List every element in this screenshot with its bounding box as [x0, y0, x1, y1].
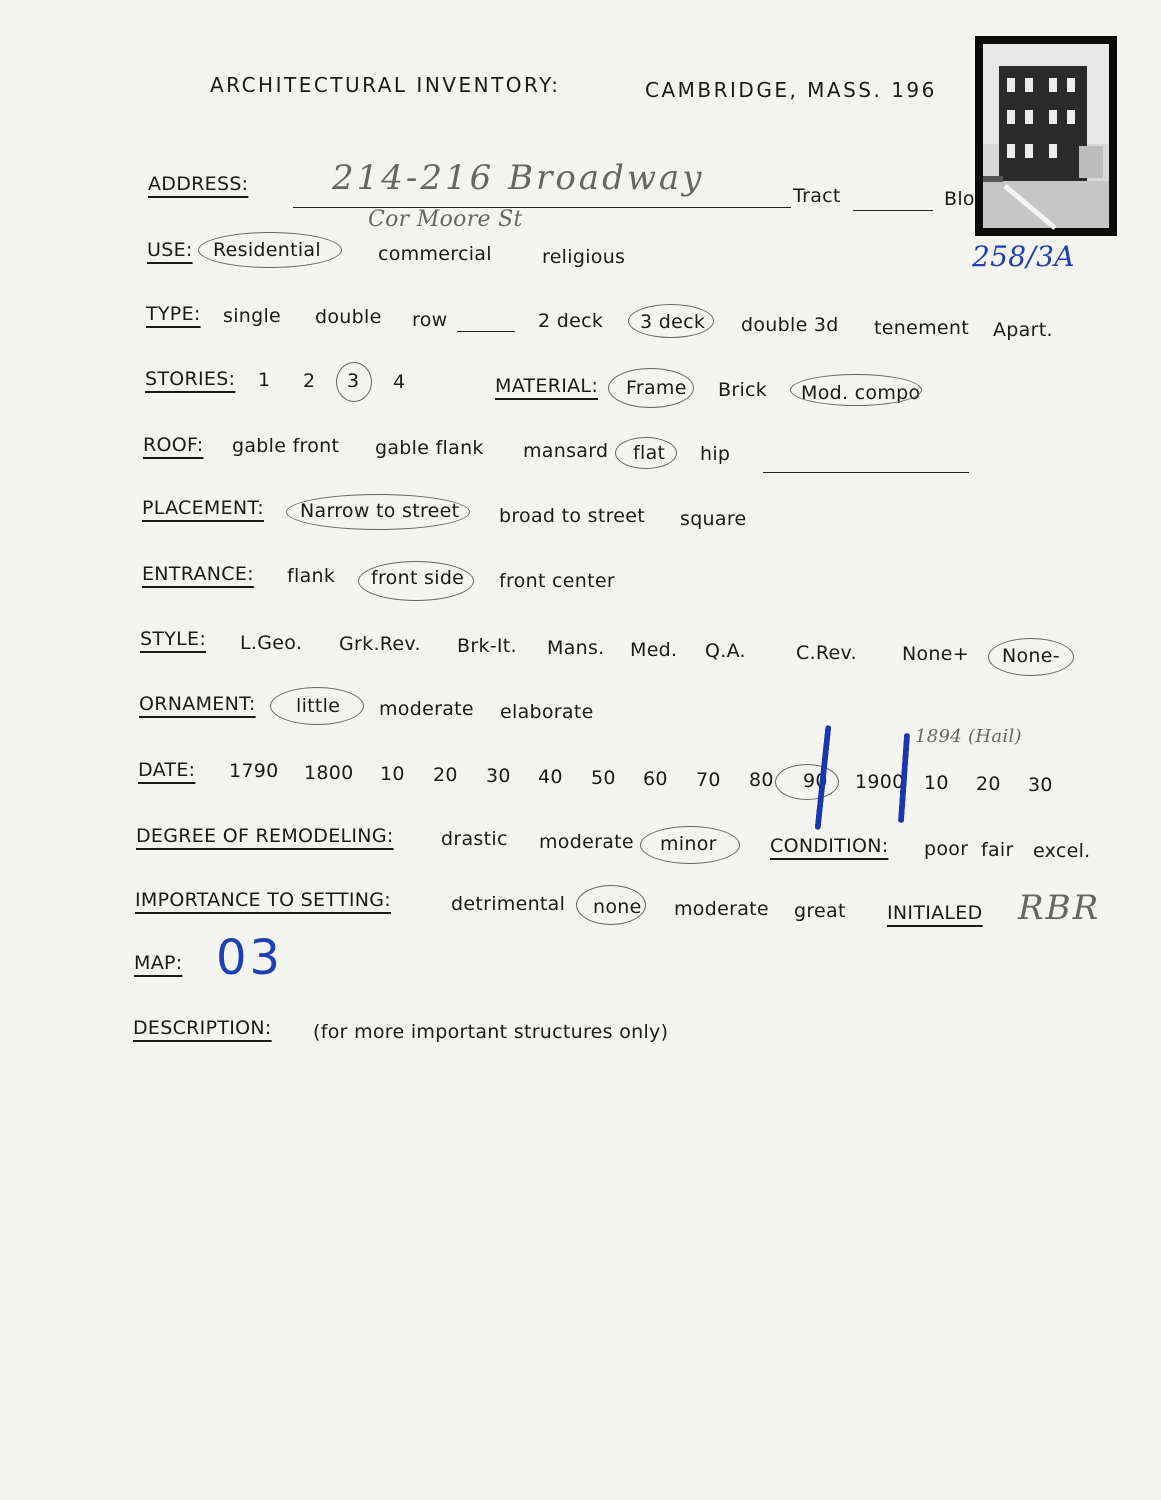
type-label: TYPE:: [146, 303, 201, 325]
date-option: 20: [433, 764, 458, 786]
date-option: 50: [591, 767, 616, 789]
style-option: Brk-It.: [457, 635, 517, 657]
tract-line: [853, 210, 933, 211]
date-label: DATE:: [138, 759, 196, 781]
remodeling-label: DEGREE OF REMODELING:: [136, 825, 394, 847]
ornament-label: ORNAMENT:: [139, 693, 256, 715]
address-label: ADDRESS:: [148, 173, 249, 195]
date-option: 60: [643, 768, 668, 790]
importance-label: IMPORTANCE TO SETTING:: [135, 889, 391, 911]
material-option: Frame: [626, 377, 687, 399]
entrance-option: front side: [371, 567, 465, 589]
type-option: 2 deck: [538, 310, 604, 332]
ornament-option: moderate: [379, 698, 474, 720]
importance-option: great: [794, 900, 846, 922]
condition-option: fair: [981, 839, 1014, 861]
tract-label: Tract: [793, 185, 841, 207]
type-option: row: [412, 309, 448, 331]
placement-label: PLACEMENT:: [142, 497, 264, 519]
style-option: None-: [1002, 645, 1060, 667]
use-option: commercial: [378, 243, 492, 265]
date-note: 1894 (Hail): [915, 726, 1022, 747]
date-option: 20: [976, 773, 1001, 795]
type-option: Apart.: [993, 319, 1053, 341]
roof-blank-line: [763, 472, 969, 473]
condition-label: CONDITION:: [770, 835, 889, 857]
style-label: STYLE:: [140, 628, 207, 650]
importance-option: moderate: [674, 898, 769, 920]
roof-option: gable flank: [375, 437, 484, 459]
date-option: 70: [696, 769, 721, 791]
address-value: 214-216 Broadway: [332, 158, 705, 198]
importance-option: none: [593, 896, 642, 918]
condition-option: poor: [924, 838, 969, 860]
material-label: MATERIAL:: [495, 375, 599, 397]
material-option: Mod. compo: [801, 382, 921, 404]
style-option: Q.A.: [705, 640, 746, 662]
building-photo: [975, 36, 1117, 236]
style-option: C.Rev.: [796, 642, 857, 664]
roof-option: mansard: [523, 440, 609, 462]
importance-option: detrimental: [451, 893, 566, 915]
style-option: Med.: [630, 639, 678, 661]
stories-label: STORIES:: [145, 368, 236, 390]
style-option: L.Geo.: [240, 632, 303, 654]
date-option: 30: [1028, 774, 1053, 796]
entrance-option: flank: [287, 565, 336, 587]
form-city: CAMBRIDGE, MASS. 196: [645, 78, 937, 102]
date-option: 1790: [229, 760, 279, 782]
stories-option: 4: [393, 371, 406, 393]
map-label: MAP:: [134, 952, 183, 974]
placement-option: Narrow to street: [300, 500, 460, 522]
entrance-option: front center: [499, 570, 615, 592]
reference-number: 258/3A: [972, 240, 1075, 273]
description-note: (for more important structures only): [313, 1021, 669, 1043]
condition-option: excel.: [1033, 840, 1091, 862]
roof-option: flat: [633, 442, 666, 464]
roof-option: hip: [700, 443, 731, 465]
use-label: USE:: [147, 239, 193, 261]
initialed-label: INITIALED: [887, 902, 983, 924]
type-row-line: [457, 331, 515, 332]
style-option: Mans.: [547, 637, 605, 659]
block-label: Blo: [944, 188, 975, 210]
date-option: 90: [803, 770, 828, 792]
stories-option: 1: [258, 369, 271, 391]
date-option: 10: [924, 772, 949, 794]
remodeling-option: drastic: [441, 828, 508, 850]
type-option: single: [223, 305, 282, 327]
placement-option: square: [680, 508, 747, 530]
map-value: 03: [216, 930, 284, 986]
stories-option: 3: [347, 370, 360, 392]
ornament-option: elaborate: [500, 701, 594, 723]
description-label: DESCRIPTION:: [133, 1017, 272, 1039]
style-option: Grk.Rev.: [339, 633, 421, 655]
remodeling-option: moderate: [539, 831, 634, 853]
date-option: 1800: [304, 762, 354, 784]
building-photo-image: [975, 36, 1117, 236]
type-option: double: [315, 306, 382, 328]
date-option: 40: [538, 766, 563, 788]
placement-option: broad to street: [499, 505, 646, 527]
roof-option: gable front: [232, 435, 340, 457]
stories-option: 2: [303, 370, 316, 392]
date-option: 80: [749, 769, 774, 791]
form-title: ARCHITECTURAL INVENTORY:: [210, 73, 561, 97]
material-option: Brick: [718, 379, 768, 401]
type-option: tenement: [874, 317, 969, 339]
roof-label: ROOF:: [143, 434, 204, 456]
ornament-option: little: [296, 695, 341, 717]
use-option: Residential: [213, 239, 321, 261]
date-option: 1900: [855, 771, 905, 793]
date-option: 30: [486, 765, 511, 787]
style-option: None+: [902, 643, 969, 665]
date-option: 10: [380, 763, 405, 785]
entrance-label: ENTRANCE:: [142, 563, 254, 585]
type-option: 3 deck: [640, 311, 706, 333]
address-note: Cor Moore St: [368, 207, 523, 232]
type-option: double 3d: [741, 314, 839, 336]
remodeling-option: minor: [660, 833, 717, 855]
use-option: religious: [542, 246, 626, 268]
initialed-value: RBR: [1018, 888, 1101, 928]
